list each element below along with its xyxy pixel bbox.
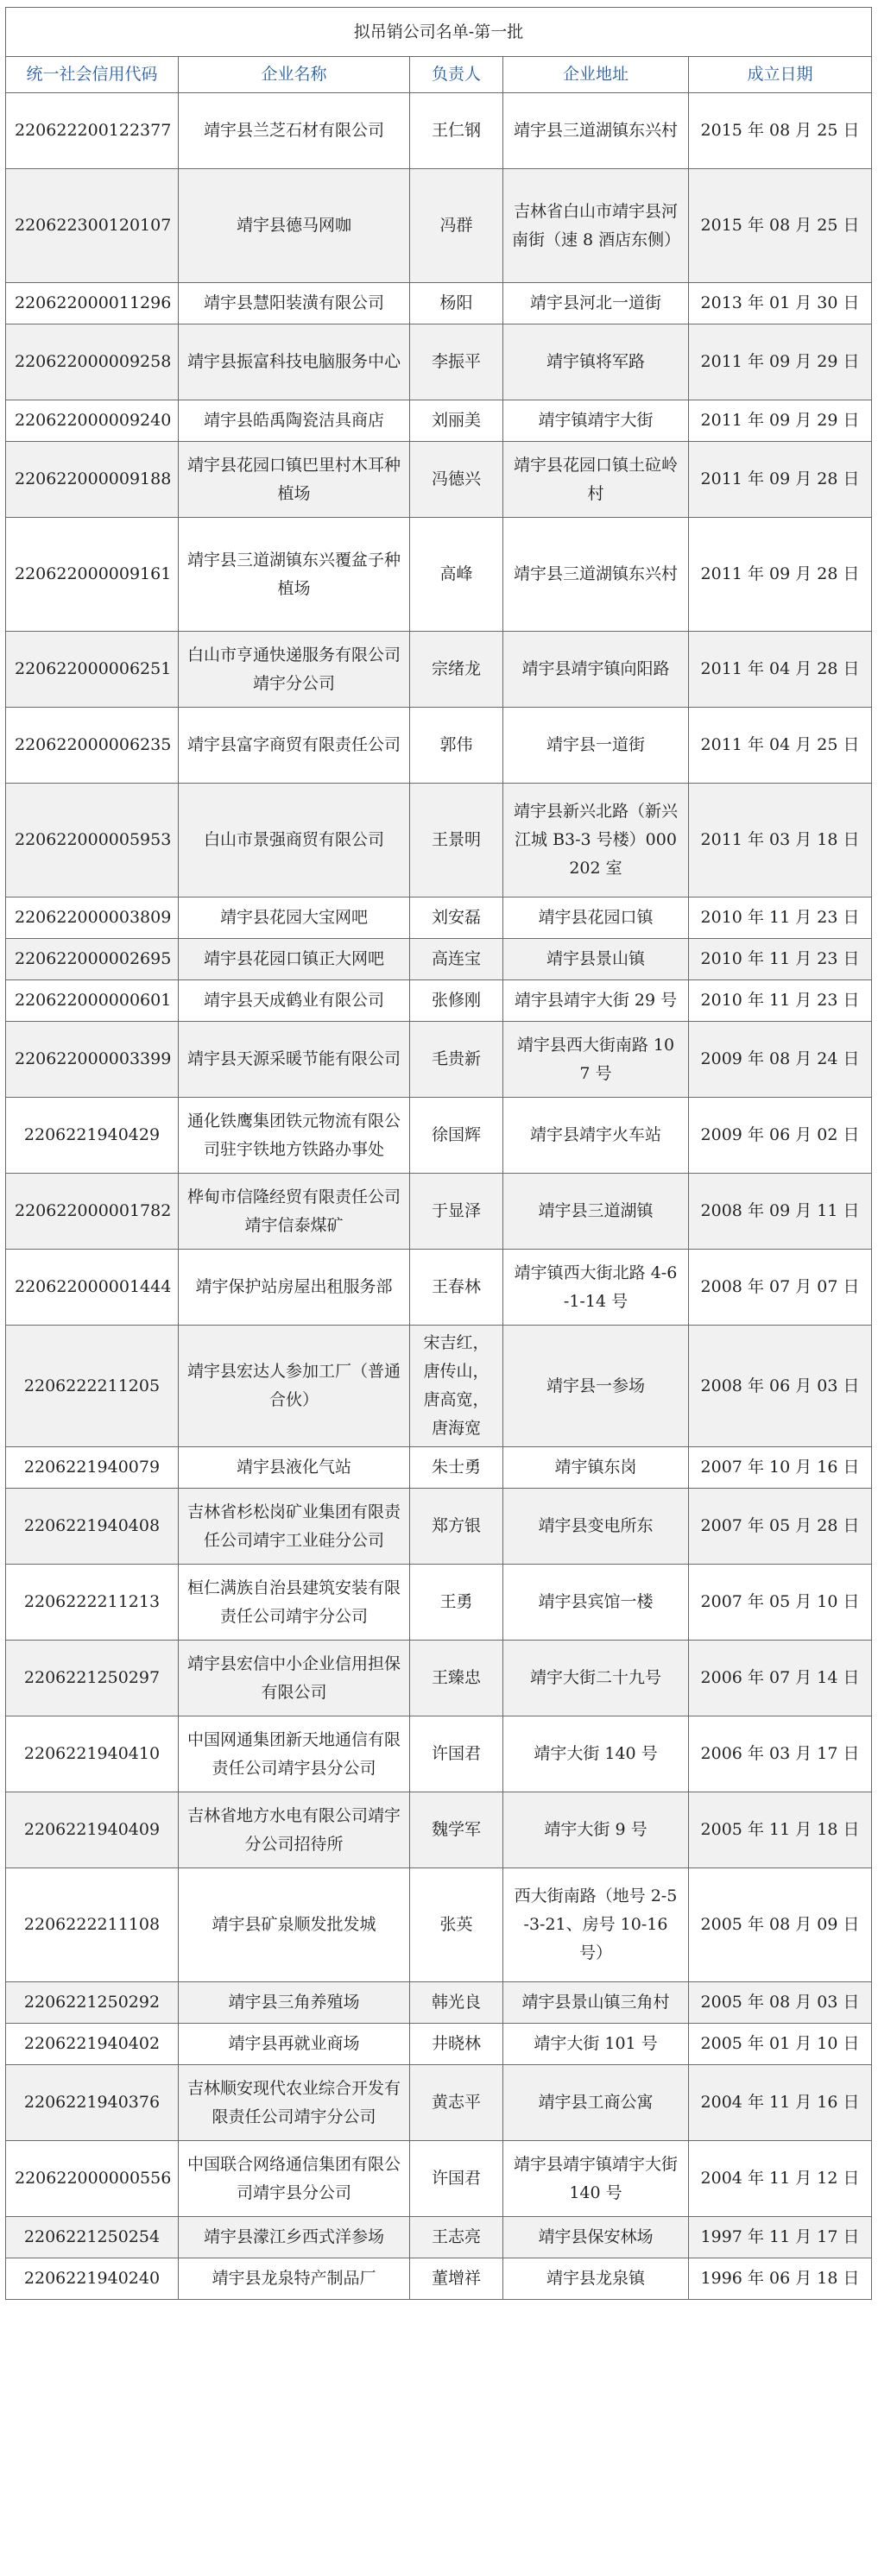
table-row [6,1868,872,1982]
table-row [6,324,872,400]
company-address-cell: 靖宇县靖宇大街 29 号 [503,980,689,1022]
company-name-cell: 桓仁满族自治县建筑安装有限责任公司靖宇分公司 [179,1565,410,1641]
company-address-cell: 靖宇县龙泉镇 [503,2258,689,2300]
responsible-person-cell: 王志亮 [410,2217,503,2258]
table-row [6,442,872,518]
company-name-cell: 靖宇县天源采暖节能有限公司 [179,1022,410,1098]
establish-date-cell: 2006 年 03 月 17 日 [689,1716,872,1792]
company-address-cell: 靖宇县保安林场 [503,2217,689,2258]
company-name-cell: 靖宇县皓禹陶瓷洁具商店 [179,400,410,442]
responsible-person-cell: 许国君 [410,2141,503,2217]
responsible-person-cell: 许国君 [410,1716,503,1792]
responsible-person-cell: 张修刚 [410,980,503,1022]
company-name-cell: 靖宇县兰芝石材有限公司 [179,93,410,169]
company-name-cell: 靖宇县三角养殖场 [179,1982,410,2024]
responsible-person-cell: 冯群 [410,169,503,283]
table-row [6,400,872,442]
company-name-cell: 白山市亨通快递服务有限公司靖宇分公司 [179,632,410,708]
header-company-name: 企业名称 [179,57,410,93]
credit-code-cell: 220622000011296 [6,283,179,324]
table-row [6,784,872,898]
credit-code-cell: 2206221250292 [6,1982,179,2024]
table-row [6,632,872,708]
company-address-cell: 靖宇县西大街南路 107 号 [503,1022,689,1098]
company-name-cell: 靖宇县矿泉顺发批发城 [179,1868,410,1982]
credit-code-cell: 220622300120107 [6,169,179,283]
company-address-cell: 靖宇镇靖宇大街 [503,400,689,442]
establish-date-cell: 2007 年 10 月 16 日 [689,1447,872,1489]
table-row [6,2141,872,2217]
establish-date-cell: 2015 年 08 月 25 日 [689,93,872,169]
responsible-person-cell: 韩光良 [410,1982,503,2024]
establish-date-cell: 2005 年 08 月 09 日 [689,1868,872,1982]
revocation-list-table [5,7,872,2300]
responsible-person-cell: 朱士勇 [410,1447,503,1489]
credit-code-cell: 220622000003399 [6,1022,179,1098]
establish-date-cell: 2011 年 09 月 29 日 [689,324,872,400]
establish-date-cell: 2011 年 04 月 28 日 [689,632,872,708]
responsible-person-cell: 郑方银 [410,1489,503,1565]
establish-date-cell: 2011 年 03 月 18 日 [689,784,872,898]
table-row [6,2065,872,2141]
establish-date-cell: 2013 年 01 月 30 日 [689,283,872,324]
credit-code-cell: 2206221250297 [6,1641,179,1716]
company-name-cell: 靖宇县三道湖镇东兴覆盆子种植场 [179,518,410,632]
company-address-cell: 靖宇大街 101 号 [503,2024,689,2065]
table-row [6,2024,872,2065]
responsible-person-cell: 刘安磊 [410,898,503,939]
establish-date-cell: 2005 年 01 月 10 日 [689,2024,872,2065]
credit-code-cell: 220622000000601 [6,980,179,1022]
credit-code-cell: 220622000009161 [6,518,179,632]
responsible-person-cell: 王仁钢 [410,93,503,169]
table-row [6,1489,872,1565]
credit-code-cell: 2206221940408 [6,1489,179,1565]
responsible-person-cell: 杨阳 [410,283,503,324]
company-address-cell: 靖宇县新兴北路（新兴江城 B3-3 号楼）000202 室 [503,784,689,898]
table-row [6,1174,872,1250]
establish-date-cell: 2009 年 06 月 02 日 [689,1098,872,1174]
credit-code-cell: 2206221940376 [6,2065,179,2141]
responsible-person-cell: 王春林 [410,1250,503,1326]
company-address-cell: 靖宇镇西大街北路 4-6-1-14 号 [503,1250,689,1326]
company-name-cell: 通化铁鹰集团铁元物流有限公司驻宇铁地方铁路办事处 [179,1098,410,1174]
company-address-cell: 靖宇县工商公寓 [503,2065,689,2141]
establish-date-cell: 2010 年 11 月 23 日 [689,898,872,939]
company-name-cell: 靖宇县花园口镇巴里村木耳种植场 [179,442,410,518]
responsible-person-cell: 徐国辉 [410,1098,503,1174]
responsible-person-cell: 黄志平 [410,2065,503,2141]
company-address-cell: 靖宇县靖宇火车站 [503,1098,689,1174]
company-address-cell: 靖宇县景山镇三角村 [503,1982,689,2024]
responsible-person-cell: 井晓林 [410,2024,503,2065]
company-address-cell: 靖宇县宾馆一楼 [503,1565,689,1641]
company-name-cell: 靖宇保护站房屋出租服务部 [179,1250,410,1326]
credit-code-cell: 220622000009258 [6,324,179,400]
table-row [6,1641,872,1716]
company-name-cell: 桦甸市信隆经贸有限责任公司靖宇信泰煤矿 [179,1174,410,1250]
company-address-cell: 西大街南路（地号 2-5-3-21、房号 10-16 号） [503,1868,689,1982]
table-row [6,1326,872,1447]
company-name-cell: 中国联合网络通信集团有限公司靖宇县分公司 [179,2141,410,2217]
credit-code-cell: 2206222211213 [6,1565,179,1641]
table-row [6,1716,872,1792]
responsible-person-cell: 宋吉红，唐传山，唐高宽，唐海宽 [410,1326,503,1447]
credit-code-cell: 2206221940240 [6,2258,179,2300]
responsible-person-cell: 王勇 [410,1565,503,1641]
table-row [6,1982,872,2024]
company-address-cell: 靖宇大街 9 号 [503,1792,689,1868]
credit-code-cell: 220622200122377 [6,93,179,169]
company-name-cell: 靖宇县德马网咖 [179,169,410,283]
credit-code-cell: 220622000001444 [6,1250,179,1326]
company-name-cell: 吉林顺安现代农业综合开发有限责任公司靖宇分公司 [179,2065,410,2141]
credit-code-cell: 220622000006251 [6,632,179,708]
table-title: 拟吊销公司名单-第一批 [6,8,872,57]
company-name-cell: 靖宇县花园大宝网吧 [179,898,410,939]
company-name-cell: 靖宇县慧阳装潢有限公司 [179,283,410,324]
establish-date-cell: 2008 年 09 月 11 日 [689,1174,872,1250]
responsible-person-cell: 郭伟 [410,708,503,784]
table-row [6,1792,872,1868]
establish-date-cell: 2005 年 11 月 18 日 [689,1792,872,1868]
company-address-cell: 靖宇县景山镇 [503,939,689,980]
table-row [6,1565,872,1641]
table-body [6,93,872,2300]
company-address-cell: 靖宇县变电所东 [503,1489,689,1565]
credit-code-cell: 2206221940402 [6,2024,179,2065]
company-name-cell: 靖宇县花园口镇正大网吧 [179,939,410,980]
table-row [6,169,872,283]
company-name-cell: 白山市景强商贸有限公司 [179,784,410,898]
responsible-person-cell: 王臻忠 [410,1641,503,1716]
establish-date-cell: 2006 年 07 月 14 日 [689,1641,872,1716]
table-row [6,1022,872,1098]
company-name-cell: 靖宇县富字商贸有限责任公司 [179,708,410,784]
company-address-cell: 靖宇大街 140 号 [503,1716,689,1792]
table-row [6,518,872,632]
credit-code-cell: 220622000002695 [6,939,179,980]
establish-date-cell: 1997 年 11 月 17 日 [689,2217,872,2258]
establish-date-cell: 1996 年 06 月 18 日 [689,2258,872,2300]
establish-date-cell: 2008 年 06 月 03 日 [689,1326,872,1447]
company-address-cell: 靖宇县三道湖镇东兴村 [503,93,689,169]
credit-code-cell: 2206221940409 [6,1792,179,1868]
company-address-cell: 靖宇县靖宇镇向阳路 [503,632,689,708]
company-address-cell: 吉林省白山市靖宇县河南街（速 8 酒店东侧） [503,169,689,283]
establish-date-cell: 2011 年 09 月 29 日 [689,400,872,442]
responsible-person-cell: 刘丽美 [410,400,503,442]
table-row [6,2217,872,2258]
credit-code-cell: 2206221940410 [6,1716,179,1792]
credit-code-cell: 220622000001782 [6,1174,179,1250]
credit-code-cell: 2206221940429 [6,1098,179,1174]
company-name-cell: 吉林省杉松岗矿业集团有限责任公司靖宇工业硅分公司 [179,1489,410,1565]
company-address-cell: 靖宇县三道湖镇 [503,1174,689,1250]
credit-code-cell: 220622000000556 [6,2141,179,2217]
header-company-address: 企业地址 [503,57,689,93]
establish-date-cell: 2015 年 08 月 25 日 [689,169,872,283]
establish-date-cell: 2004 年 11 月 16 日 [689,2065,872,2141]
credit-code-cell: 2206222211205 [6,1326,179,1447]
establish-date-cell: 2004 年 11 月 12 日 [689,2141,872,2217]
establish-date-cell: 2009 年 08 月 24 日 [689,1022,872,1098]
responsible-person-cell: 董增祥 [410,2258,503,2300]
company-address-cell: 靖宇镇将军路 [503,324,689,400]
responsible-person-cell: 宗绪龙 [410,632,503,708]
table-row [6,939,872,980]
company-address-cell: 靖宇县一参场 [503,1326,689,1447]
responsible-person-cell: 高连宝 [410,939,503,980]
company-address-cell: 靖宇县靖宇镇靖宇大街 140 号 [503,2141,689,2217]
company-address-cell: 靖宇大街二十九号 [503,1641,689,1716]
title-row [6,8,872,57]
company-name-cell: 吉林省地方水电有限公司靖宇分公司招待所 [179,1792,410,1868]
table-row [6,980,872,1022]
table-row [6,1447,872,1489]
credit-code-cell: 2206221250254 [6,2217,179,2258]
company-address-cell: 靖宇县三道湖镇东兴村 [503,518,689,632]
company-name-cell: 中国网通集团新天地通信有限责任公司靖宇县分公司 [179,1716,410,1792]
credit-code-cell: 220622000006235 [6,708,179,784]
responsible-person-cell: 高峰 [410,518,503,632]
company-address-cell: 靖宇县一道街 [503,708,689,784]
company-name-cell: 靖宇县宏信中小企业信用担保有限公司 [179,1641,410,1716]
table-row [6,1098,872,1174]
responsible-person-cell: 于显泽 [410,1174,503,1250]
responsible-person-cell: 冯德兴 [410,442,503,518]
establish-date-cell: 2007 年 05 月 10 日 [689,1565,872,1641]
establish-date-cell: 2011 年 09 月 28 日 [689,518,872,632]
company-address-cell: 靖宇镇东岗 [503,1447,689,1489]
establish-date-cell: 2007 年 05 月 28 日 [689,1489,872,1565]
establish-date-cell: 2010 年 11 月 23 日 [689,980,872,1022]
table-row [6,708,872,784]
credit-code-cell: 220622000009240 [6,400,179,442]
credit-code-cell: 2206221940079 [6,1447,179,1489]
company-address-cell: 靖宇县花园口镇 [503,898,689,939]
responsible-person-cell: 魏学军 [410,1792,503,1868]
header-credit-code: 统一社会信用代码 [6,57,179,93]
table-row [6,93,872,169]
company-name-cell: 靖宇县振富科技电脑服务中心 [179,324,410,400]
company-name-cell: 靖宇县天成鹤业有限公司 [179,980,410,1022]
credit-code-cell: 220622000009188 [6,442,179,518]
company-address-cell: 靖宇县河北一道街 [503,283,689,324]
establish-date-cell: 2011 年 04 月 25 日 [689,708,872,784]
company-name-cell: 靖宇县再就业商场 [179,2024,410,2065]
company-address-cell: 靖宇县花园口镇土砬岭村 [503,442,689,518]
company-name-cell: 靖宇县液化气站 [179,1447,410,1489]
responsible-person-cell: 王景明 [410,784,503,898]
table-row [6,283,872,324]
establish-date-cell: 2008 年 07 月 07 日 [689,1250,872,1326]
responsible-person-cell: 张英 [410,1868,503,1982]
header-establish-date: 成立日期 [689,57,872,93]
table-row [6,898,872,939]
establish-date-cell: 2011 年 09 月 28 日 [689,442,872,518]
table-row [6,1250,872,1326]
responsible-person-cell: 毛贵新 [410,1022,503,1098]
company-name-cell: 靖宇县宏达人参加工厂（普通合伙） [179,1326,410,1447]
company-name-cell: 靖宇县濛江乡西式洋参场 [179,2217,410,2258]
header-row [6,57,872,93]
establish-date-cell: 2010 年 11 月 23 日 [689,939,872,980]
establish-date-cell: 2005 年 08 月 03 日 [689,1982,872,2024]
header-responsible-person: 负责人 [410,57,503,93]
credit-code-cell: 220622000005953 [6,784,179,898]
company-name-cell: 靖宇县龙泉特产制品厂 [179,2258,410,2300]
credit-code-cell: 2206222211108 [6,1868,179,1982]
responsible-person-cell: 李振平 [410,324,503,400]
credit-code-cell: 220622000003809 [6,898,179,939]
table-row [6,2258,872,2300]
